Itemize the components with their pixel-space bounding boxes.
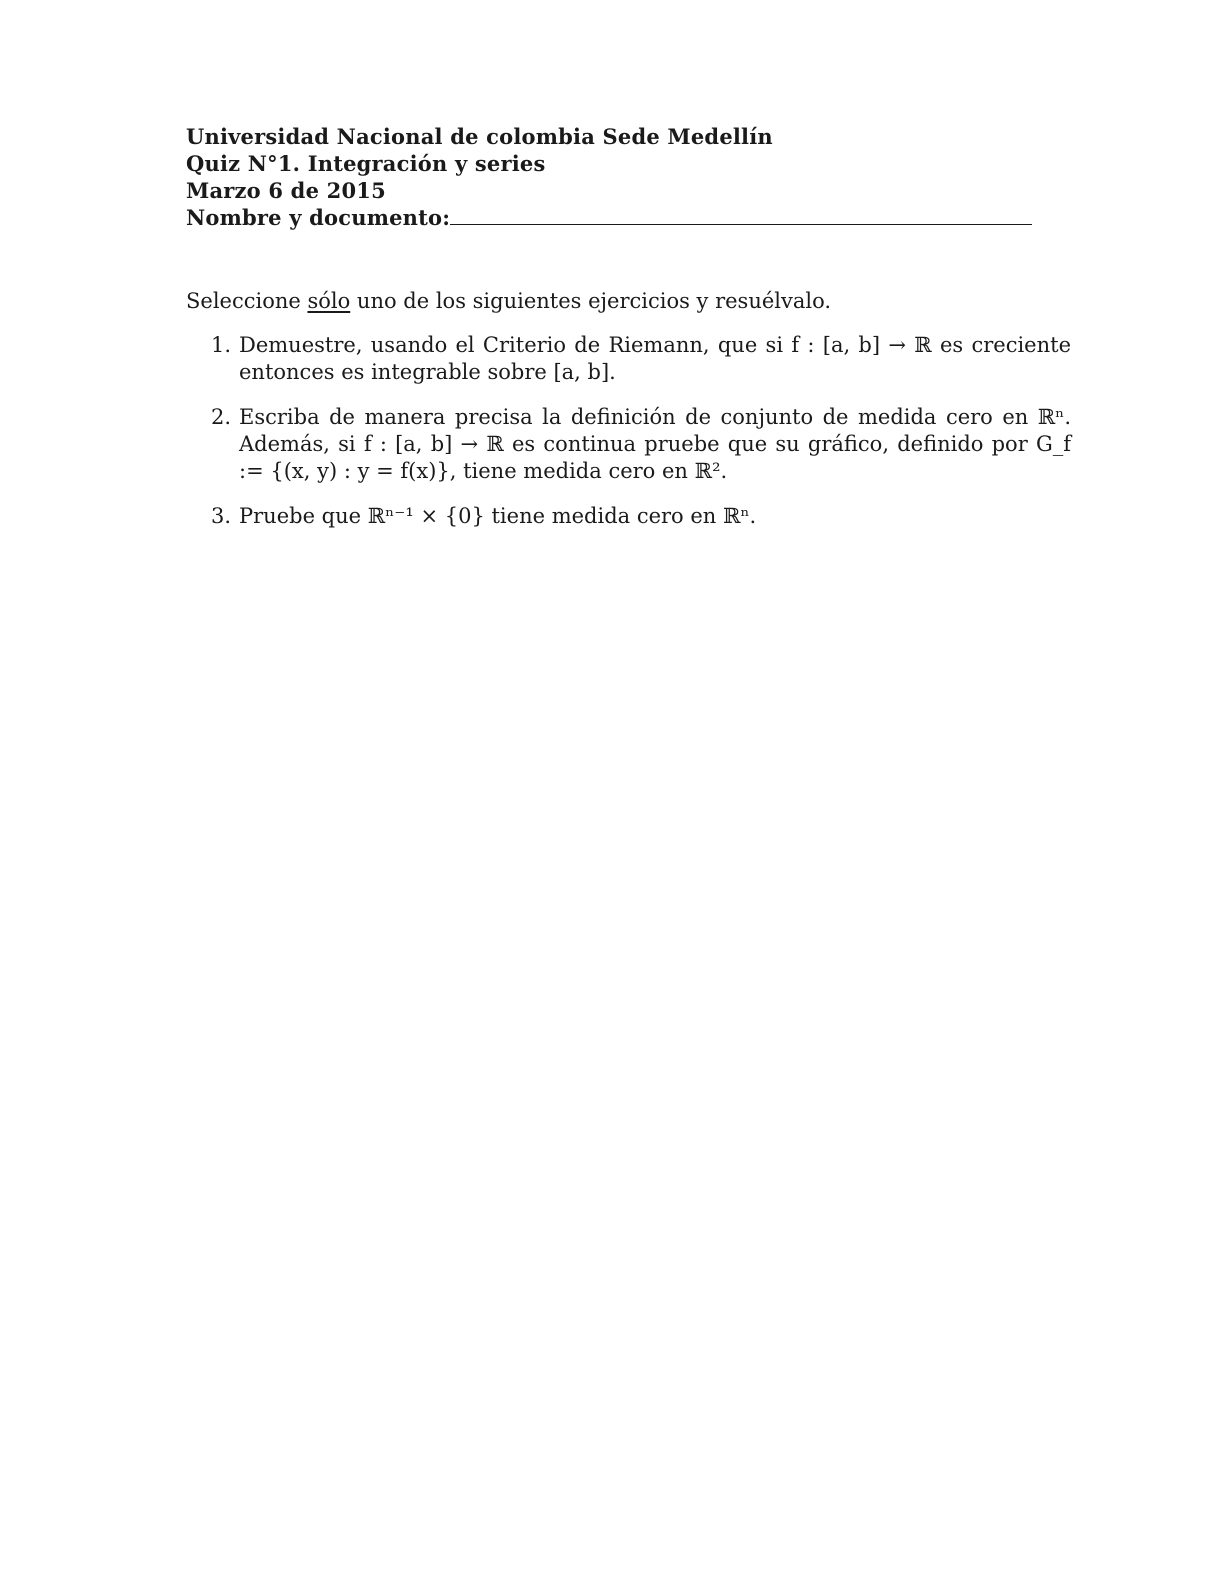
exercise-text: Demuestre, usando el Criterio de Riemann, que si f : [a, b] → ℝ es creciente entonces es integrable sobre [a, b]. (239, 333, 1071, 384)
exercise-number: 2. (211, 405, 232, 429)
quiz-title: Quiz N°1. Integración y series (186, 151, 546, 176)
exercise-number: 1. (211, 333, 232, 357)
exercise-item (211, 404, 1071, 485)
exercise-list (211, 332, 1071, 548)
name-blank-line (450, 223, 1032, 225)
exercise-number: 3. (211, 504, 232, 528)
exercise-item (211, 332, 1071, 386)
name-label: Nombre y documento: (186, 205, 451, 230)
instructions-after: uno de los siguientes ejercicios y resuélvalo. (350, 289, 832, 313)
university-title: Universidad Nacional de colombia Sede Medellín (186, 124, 773, 149)
instructions-before: Seleccione (186, 289, 308, 313)
instructions-emphasis: sólo (307, 289, 351, 313)
exercise-item (211, 503, 1071, 530)
name-field (186, 204, 1032, 231)
exercise-text: Pruebe que ℝⁿ⁻¹ × {0} tiene medida cero en ℝⁿ. (239, 504, 757, 528)
instructions (186, 288, 831, 315)
exercise-text: Escriba de manera precisa la definición de conjunto de medida cero en ℝⁿ. Además, si f : [a, b] → ℝ es continua pruebe que su gráfico, definido por G_f := {(x, y) : y = f(x)}, tiene medida cero en ℝ². (239, 405, 1071, 483)
quiz-date: Marzo 6 de 2015 (186, 178, 386, 203)
document-header (186, 123, 1032, 231)
